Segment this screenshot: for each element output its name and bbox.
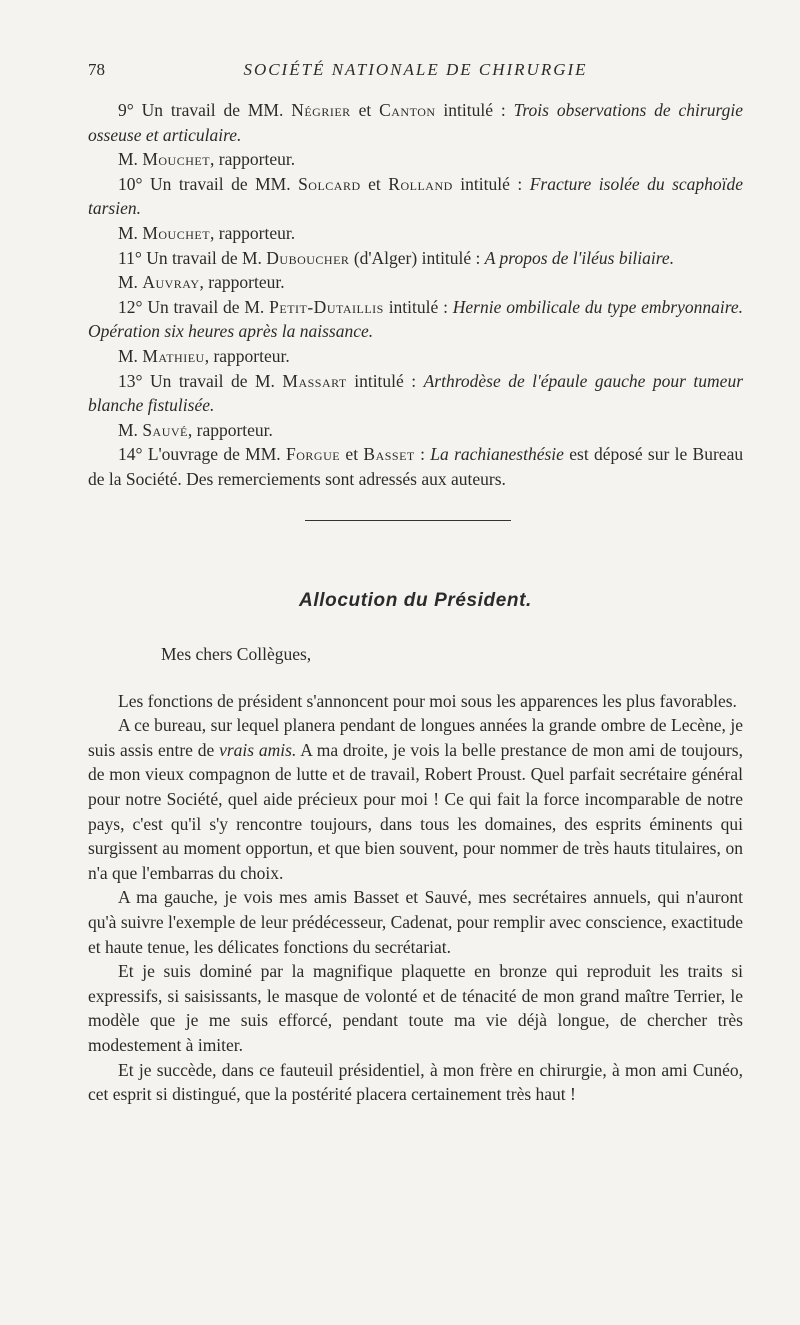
section-title: Allocution du Président.	[299, 589, 532, 611]
work-title: Trois observations de chirurgie osseuse et articulaire.	[88, 100, 743, 145]
rapporteur-name: Auvray	[142, 272, 200, 293]
item-number: 13°	[118, 370, 143, 391]
author-name: Négrier	[291, 100, 351, 120]
report-item: 12° Un travail de M. Petit-Dutaillis intitulé : Hernie ombilicale du type embryonnaire. Opération six heures après la naissance.	[88, 296, 744, 342]
author-name: Rolland	[388, 173, 453, 194]
page-number: 78	[88, 60, 105, 79]
work-title: A propos de l'iléus biliaire.	[484, 247, 675, 268]
author-name: Petit-Dutaillis	[269, 296, 384, 317]
rapporteur-line: M. Mathieu, rapporteur.	[118, 345, 290, 366]
speech-paragraph: Et je suis dominé par la magnifique plaquette en bronze qui reproduit les traits si expressifs, si saisissants, le masque de volonté et de ténacité de mon grand maître Terrier, le modèle que je me suis efforcé, pendant toute ma vie déjà longue, de chercher très modestement à imiter.	[88, 961, 743, 1055]
work-title: La rachianesthésie	[430, 444, 564, 465]
item-14: 14° L'ouvrage de MM. Forgue et Basset : La rachianesthésie est déposé sur le Bureau de la Société. Des remerciements sont adressés aux auteurs.	[88, 444, 744, 489]
page-header	[88, 60, 743, 84]
speech-body	[88, 689, 743, 1107]
emphasis: vrais amis.	[219, 739, 297, 760]
work-title: Arthrodèse de l'épaule gauche pour tumeur blanche fistulisée.	[88, 370, 744, 416]
report-item: 10° Un travail de MM. Solcard et Rolland intitulé : Fracture isolée du scaphoïde tarsien.	[88, 173, 744, 219]
speech-paragraph: Et je succède, dans ce fauteuil présidentiel, à mon frère en chirurgie, à mon ami Cunéo, cet esprit si distingué, que la postérité placera certainement très haut !	[88, 1059, 743, 1105]
item-number: 9°	[118, 100, 134, 120]
rapporteur-name: Mathieu	[142, 345, 205, 366]
author-name: Forgue	[286, 444, 341, 465]
rapporteur-name: Mouchet	[142, 149, 211, 170]
author-name: Basset	[363, 444, 415, 465]
work-title: Hernie ombilicale du type embryonnaire. Opération six heures après la naissance.	[88, 296, 744, 342]
report-item: 11° Un travail de M. Duboucher (d'Alger) intitulé : A propos de l'iléus biliaire.	[118, 247, 675, 268]
item-number: 11°	[118, 247, 142, 268]
rapporteur-line: M. Auvray, rapporteur.	[118, 272, 285, 293]
report-item: 13° Un travail de M. Massart intitulé : Arthrodèse de l'épaule gauche pour tumeur blanche fistulisée.	[88, 370, 744, 416]
rapporteur-name: Mouchet	[142, 222, 211, 243]
item-number: 10°	[118, 173, 143, 194]
rapporteur-name: Sauvé	[142, 419, 188, 440]
page-content	[88, 98, 743, 1107]
author-name: Massart	[282, 370, 347, 391]
section-divider	[305, 520, 511, 521]
author-name: Duboucher	[266, 247, 350, 268]
item-number: 14°	[118, 444, 143, 465]
rapporteur-line: M. Mouchet, rapporteur.	[118, 149, 296, 170]
running-title: SOCIÉTÉ NATIONALE DE CHIRURGIE	[243, 60, 588, 79]
report-item: 9° Un travail de MM. Négrier et Canton intitulé : Trois observations de chirurgie osseuse et articulaire.	[88, 100, 743, 145]
speech-paragraph: Les fonctions de président s'annoncent pour moi sous les apparences les plus favorables.	[118, 690, 737, 711]
rapporteur-line: M. Mouchet, rapporteur.	[118, 222, 296, 243]
work-title: Fracture isolée du scaphoïde tarsien.	[88, 173, 744, 219]
report-list	[88, 98, 743, 442]
speech-paragraph: A ma gauche, je vois mes amis Basset et Sauvé, mes secrétaires annuels, qui n'auront qu'à suivre l'exemple de leur prédécesseur, Cadenat, pour remplir avec conscience, exactitude et haute tenue, les délicates fonctions du secrétariat.	[88, 887, 743, 957]
author-name: Canton	[379, 100, 436, 120]
rapporteur-line: M. Sauvé, rapporteur.	[118, 419, 273, 440]
item-number: 12°	[118, 296, 143, 317]
speech-paragraph: A ce bureau, sur lequel planera pendant de longues années la grande ombre de Lecène, je suis assis entre de vrais amis. A ma droite, je vois la belle prestance de mon ami de toujours, de mon vieux compagnon de lutte et de travail, Robert Proust. Quel parfait secrétaire général pour notre Société, quel aide précieux pour moi ! Ce qui fait la force incomparable de notre pays, c'est qu'il s'y rencontre toujours, dans tous les domaines, des esprits éminents qui surgissent au moment opportun, et que bien souvent, pour nommer de très hauts titulaires, on n'a que l'embarras du choix.	[88, 715, 743, 883]
salutation: Mes chers Collègues,	[161, 644, 312, 665]
author-name: Solcard	[298, 173, 361, 194]
